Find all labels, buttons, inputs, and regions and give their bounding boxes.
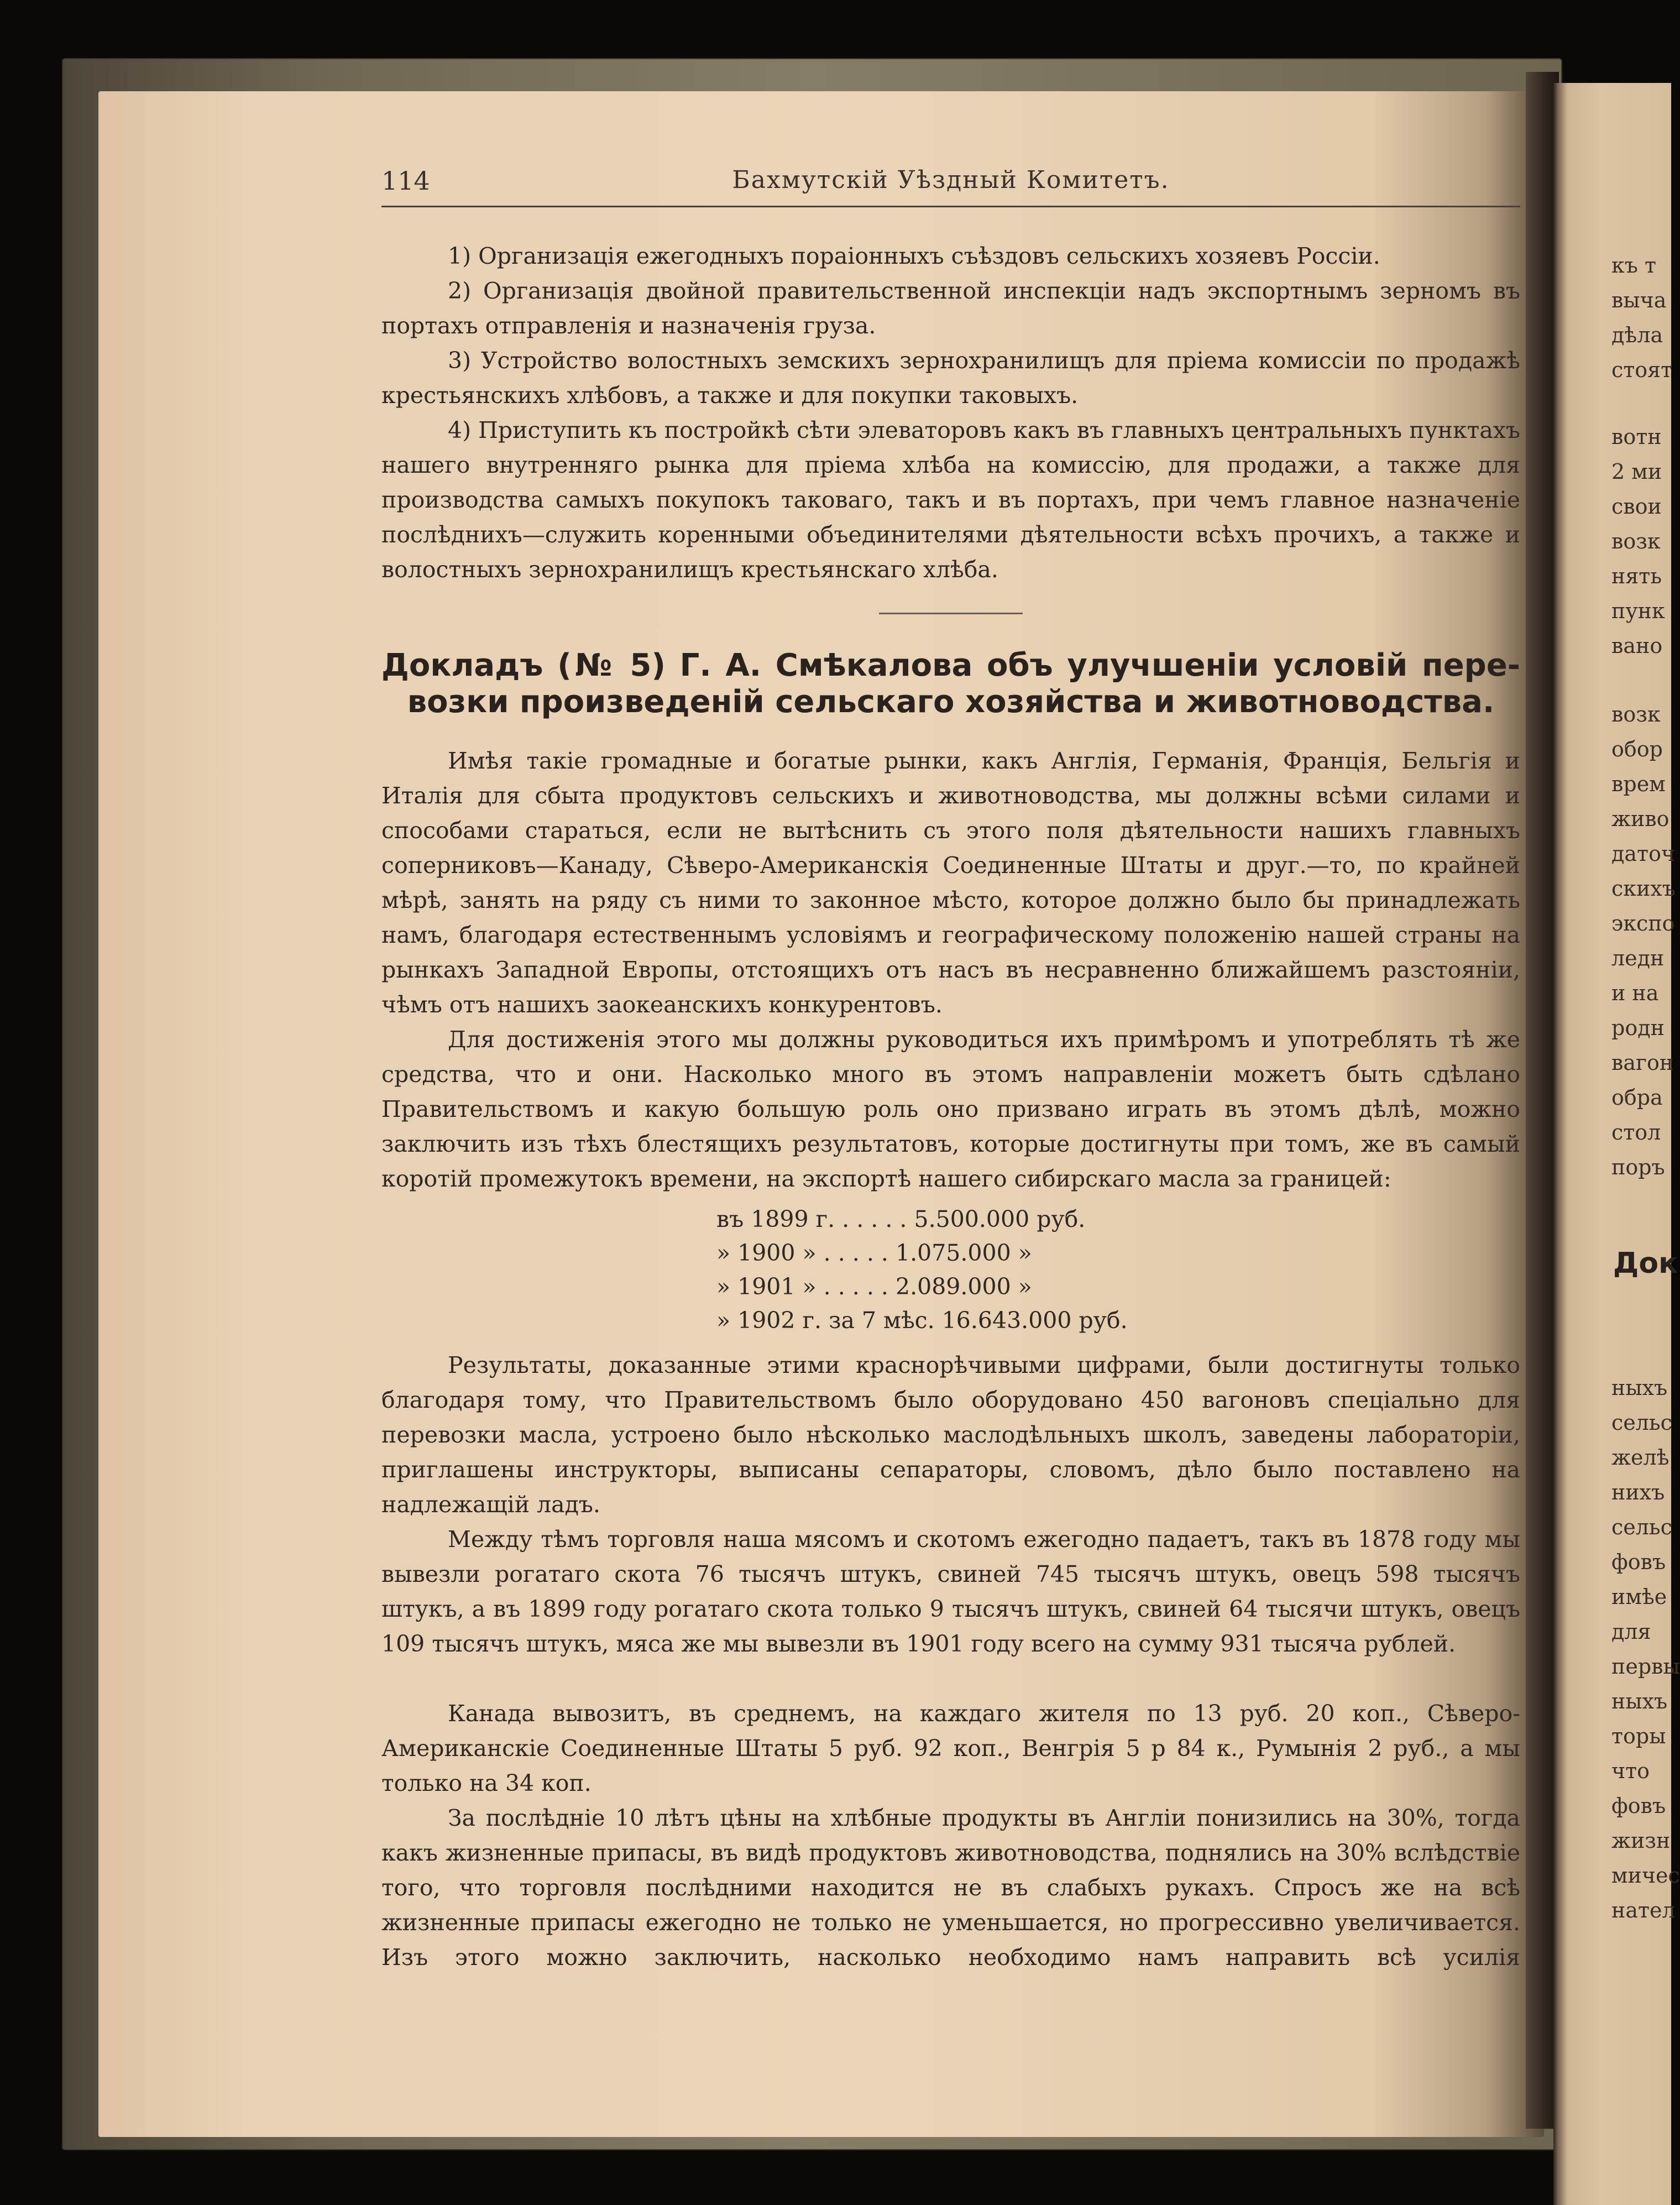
facing-line: нихъ — [1611, 1480, 1665, 1504]
facing-line: мичес — [1611, 1863, 1680, 1888]
facing-line: стол — [1611, 1120, 1661, 1145]
facing-line: пунк — [1611, 599, 1665, 623]
facing-line: врем — [1611, 772, 1666, 796]
paragraph-6: За послѣдніе 10 лѣтъ цѣны на хлѣбные продукты въ Англіи понизились на 30%, тогда какъ жизненные припасы, въ видѣ продуктовъ животноводства, поднялись на 30% вслѣдствіе того, что торговля послѣдними находится не въ слабыхъ рукахъ. Спросъ же на всѣ жизненные припасы ежегодно не только не уменьшается, но прогрессивно увеличивается. Изъ этого можно заключить, насколько необходимо намъ направить всѣ усилія — [381, 1805, 1520, 1971]
facing-line: первы — [1611, 1654, 1680, 1679]
list-item-1: 1) Организація ежегодныхъ пораіонныхъ съѣздовъ сельскихъ хозяевъ Россіи. — [448, 243, 1380, 269]
facing-heading: Док — [1613, 1247, 1678, 1280]
list-item-2: 2) Организація двойной правительственной инспекціи надъ экспортнымъ зерномъ въ портахъ отправленія и назначенія груза. — [381, 278, 1520, 339]
paragraph-4: Между тѣмъ торговля наша мясомъ и скотомъ ежегодно падаетъ, такъ въ 1878 году мы вывезли рогатаго скота 76 тысячъ штукъ, свиней 745 тысячъ штукъ, овецъ 598 тысячъ штукъ, а въ 1899 году рогатаго скота только 9 тысячъ штукъ, свиней 64 тысячи штукъ, овецъ 109 тысячъ штукъ, мяса же мы вывезли въ 1901 году всего на сумму 931 тысяча рублей. — [381, 1526, 1520, 1657]
facing-line: выча — [1611, 288, 1667, 312]
section-divider — [879, 613, 1023, 614]
page-number: 114 — [381, 166, 430, 196]
table-row: » 1902 г. за 7 мѣс. 16.643.000 руб. — [716, 1307, 1128, 1334]
facing-line: фовъ — [1611, 1550, 1666, 1574]
facing-line: желѣ — [1611, 1445, 1669, 1470]
running-header — [381, 166, 1520, 205]
facing-line: ныхъ — [1611, 1376, 1668, 1400]
facing-line: вано — [1611, 634, 1663, 658]
facing-line: обра — [1611, 1085, 1663, 1110]
facing-line: къ т — [1611, 253, 1657, 278]
list-item-4: 4) Приступить къ постройкѣ сѣти элеваторовъ какъ въ главныхъ центральныхъ пунктахъ нашего внутренняго рынка для пріема хлѣба на комиссію, для продажи, а также для производства самыхъ покупокъ таковаго, такъ и въ портахъ, при чемъ главное назначеніе послѣднихъ—служить коренными объединителями дѣятельности всѣхъ прочихъ, а также и волостныхъ зернохранилищъ крестьянскаго хлѣба. — [381, 417, 1520, 583]
facing-line: нять — [1611, 564, 1662, 588]
facing-line: скихъ — [1611, 876, 1676, 901]
facing-line: сельс — [1611, 1410, 1672, 1435]
facing-line: поръ — [1611, 1155, 1665, 1179]
facing-line: и на — [1611, 981, 1659, 1005]
facing-line: даточ — [1611, 842, 1676, 866]
facing-line: 2 ми — [1611, 459, 1662, 484]
facing-line: обор — [1611, 737, 1663, 761]
facing-line: фовъ — [1611, 1794, 1666, 1818]
facing-line: ныхъ — [1611, 1689, 1668, 1713]
facing-line: для — [1611, 1619, 1651, 1644]
facing-line: сельс — [1611, 1515, 1672, 1539]
table-row: » 1901 » . . . . . 2.089.000 » — [716, 1273, 1032, 1300]
facing-line: ледн — [1611, 946, 1665, 970]
table-row: » 1900 » . . . . . 1.075.000 » — [716, 1240, 1032, 1266]
table-row: въ 1899 г. . . . . . 5.500.000 руб. — [716, 1206, 1086, 1232]
facing-line: дѣла — [1611, 323, 1663, 347]
header-rule — [381, 206, 1520, 207]
facing-line: возк — [1611, 529, 1661, 553]
report-heading-line1: Докладъ (№ 5) Г. А. Смѣкалова объ улучшеніи условій пере- — [381, 647, 1520, 683]
facing-line: живо — [1611, 807, 1669, 831]
facing-line: родн — [1611, 1016, 1665, 1040]
facing-line: возк — [1611, 702, 1661, 727]
facing-line: экспо — [1611, 911, 1675, 936]
facing-line: стоят — [1611, 358, 1673, 382]
list-item-3: 3) Устройство волостныхъ земскихъ зернохранилищъ для пріема комиссіи по продажѣ крестьянскихъ хлѣбовъ, а также и для покупки таковыхъ. — [381, 347, 1520, 409]
paragraph-2: Для достиженія этого мы должны руководиться ихъ примѣромъ и употреблять тѣ же средства, что и они. Насколько много въ этомъ направленіи можетъ быть сдѣлано Правительствомъ и какую большую роль оно призвано играть въ этомъ дѣлѣ, можно заключить изъ тѣхъ блестящихъ результатовъ, которые достигнуты при томъ, же въ самый коротій промежутокъ времени, на экспортѣ нашего сибирскаго масла за границей: — [381, 1026, 1520, 1192]
facing-line: что — [1611, 1759, 1650, 1783]
paragraph-5: Канада вывозитъ, въ среднемъ, на каждаго жителя по 13 руб. 20 коп., Сѣверо-Американскіе Соединенные Штаты 5 руб. 92 коп., Венгрія 5 р 84 к., Румынія 2 руб., а мы только на 34 коп. — [381, 1700, 1520, 1796]
facing-line: нател — [1611, 1898, 1676, 1922]
running-title: Бахмутскій Уѣздный Комитетъ. — [732, 166, 1170, 194]
facing-line: вагон — [1611, 1051, 1674, 1075]
paragraph-3: Результаты, доказанные этими краснорѣчивыми цифрами, были достигнуты только благодаря тому, что Правительствомъ было оборудовано 450 вагоновъ спеціально для перевозки масла, устроено было нѣсколько маслодѣльныхъ школъ, заведены лабораторіи, приглашены инструкторы, выписаны сепараторы, словомъ, дѣло было поставлено на надлежащій ладъ. — [381, 1352, 1520, 1518]
facing-line: вотн — [1611, 425, 1662, 449]
paragraph-1: Имѣя такіе громадные и богатые рынки, какъ Англія, Германія, Франція, Бельгія и Италія для сбыта продуктовъ сельскихъ и животноводства, мы должны всѣми силами и способами стараться, если не вытѣснить съ этого поля дѣятельности нашихъ главныхъ соперниковъ—Канаду, Сѣверо-Американскія Соединенные Штаты и друг.—то, по крайней мѣрѣ, занять на ряду съ ними то законное мѣсто, которое должно было бы принадлежать намъ, благодаря естественнымъ условіямъ и географическому положенію нашей страны на рынкахъ Западной Европы, отстоящихъ отъ насъ въ несравненно ближайшемъ разстояніи, чѣмъ отъ нашихъ заокеанскихъ конкурентовъ. — [381, 748, 1520, 1018]
facing-line: свои — [1611, 494, 1662, 519]
facing-line: торы — [1611, 1724, 1666, 1748]
facing-line: имѣе — [1611, 1585, 1667, 1609]
facing-line: жизн — [1611, 1828, 1671, 1853]
report-heading-line2: возки произведеній сельскаго хозяйства и животноводства. — [407, 684, 1495, 720]
